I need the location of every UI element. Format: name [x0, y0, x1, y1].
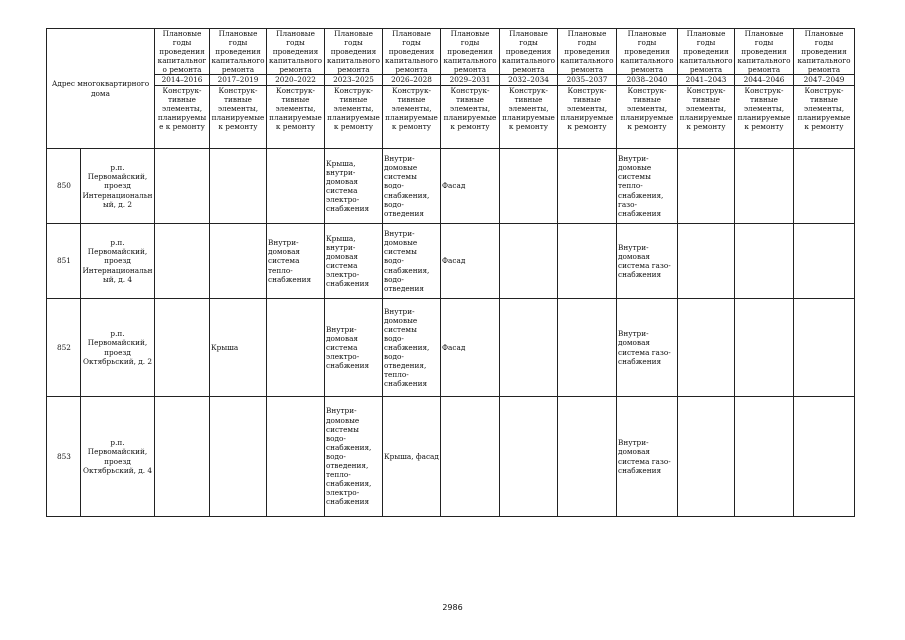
repair-elements-cell: [441, 397, 500, 517]
repair-elements-cell: [267, 397, 325, 517]
building-address: р.п. Первомайский, проезд Интернациональный, д. 2: [81, 149, 155, 224]
period-subheader: Конструк-тивные элементы, планируемые к ремонту: [560, 85, 614, 131]
repair-elements-cell: [155, 149, 210, 224]
repair-elements-cell: [794, 397, 855, 517]
period-years: 2047–2049: [794, 74, 854, 85]
period-header: [267, 29, 325, 149]
period-header: [325, 29, 383, 149]
period-years: 2035–2037: [558, 74, 616, 85]
period-header: [617, 29, 678, 149]
repair-elements-cell: [735, 149, 794, 224]
period-years: 2041–2043: [678, 74, 734, 85]
repair-elements-cell: Крыша, фасад: [383, 397, 441, 517]
period-header-title: Плановые годы проведения капитального ремонта: [157, 29, 207, 75]
period-header-title: Плановые годы проведения капитального ремонта: [443, 29, 497, 75]
period-subheader: Конструк-тивные элементы, планируемые к ремонту: [269, 85, 322, 131]
repair-elements-cell: [558, 397, 617, 517]
repair-elements-cell: Крыша, внутри-домовая система электро-снабжения: [325, 149, 383, 224]
row-number: 853: [47, 397, 81, 517]
period-years: 2023–2025: [325, 74, 382, 85]
period-subheader: Конструк-тивные элементы, планируемые к ремонту: [211, 85, 265, 131]
period-subheader: Конструк-тивные элементы, планируемые к ремонту: [157, 85, 207, 131]
repair-elements-cell: [558, 224, 617, 299]
period-header-title: Плановые годы проведения капитального ремонта: [620, 29, 674, 75]
capital-repair-schedule-table: [46, 28, 855, 517]
period-header: [735, 29, 794, 149]
repair-elements-cell: Внутри-домовые системы водо-снабжения, водо-отведения, тепло-снабжения: [383, 299, 441, 397]
period-years: 2038–2040: [617, 74, 677, 85]
period-years: 2026–2028: [383, 74, 440, 85]
period-header-title: Плановые годы проведения капитального ремонта: [211, 29, 265, 75]
repair-elements-cell: Внутри-домовые системы водо-снабжения, водо-отведения: [383, 224, 441, 299]
address-header-label: Адрес многоквартирного дома: [51, 79, 150, 98]
repair-elements-cell: Внутри-домовые системы водо-снабжения, водо-отведения, тепло-снабжения, электро-снабжения: [325, 397, 383, 517]
period-header: [155, 29, 210, 149]
repair-elements-cell: Внутри-домовая система электро-снабжения: [325, 299, 383, 397]
table-row: [47, 397, 855, 517]
period-subheader: Конструк-тивные элементы, планируемые к ремонту: [679, 85, 733, 131]
repair-elements-cell: Внутри-домовые системы тепло-снабжения, газо-снабжения: [617, 149, 678, 224]
table-row: [47, 224, 855, 299]
repair-elements-cell: Фасад: [441, 299, 500, 397]
repair-elements-cell: Внутри-домовая система газо-снабжения: [617, 224, 678, 299]
period-header: [558, 29, 617, 149]
period-years: 2017–2019: [210, 74, 266, 85]
repair-elements-cell: [678, 149, 735, 224]
row-number: 852: [47, 299, 81, 397]
repair-elements-cell: Фасад: [441, 224, 500, 299]
repair-elements-cell: [794, 149, 855, 224]
building-address: р.п. Первомайский, проезд Интернациональный, д. 4: [81, 224, 155, 299]
period-header-title: Плановые годы проведения капитального ремонта: [384, 29, 439, 75]
repair-elements-cell: [500, 397, 558, 517]
period-header-title: Плановые годы проведения капитального ремонта: [501, 29, 556, 75]
period-subheader: Конструк-тивные элементы, планируемые к ремонту: [737, 85, 791, 131]
repair-elements-cell: [210, 224, 267, 299]
period-years: 2020–2022: [267, 74, 324, 85]
repair-elements-cell: [735, 299, 794, 397]
repair-elements-cell: [267, 149, 325, 224]
period-subheader: Конструк-тивные элементы, планируемые к ремонту: [502, 85, 555, 131]
period-header: [210, 29, 267, 149]
repair-elements-cell: [500, 299, 558, 397]
repair-elements-cell: [678, 299, 735, 397]
period-header: [500, 29, 558, 149]
period-header: [383, 29, 441, 149]
repair-elements-cell: Внутри-домовая система газо-снабжения: [617, 299, 678, 397]
period-header-title: Плановые годы проведения капитального ремонта: [560, 29, 614, 75]
repair-elements-cell: [500, 149, 558, 224]
repair-elements-cell: [155, 224, 210, 299]
period-years: 2029–2031: [441, 74, 499, 85]
repair-elements-cell: [155, 299, 210, 397]
repair-elements-cell: [267, 299, 325, 397]
repair-elements-cell: [558, 299, 617, 397]
repair-elements-cell: Внутри-домовые системы водо-снабжения, водо-отведения: [383, 149, 441, 224]
period-subheader: Конструк-тивные элементы, планируемые к ремонту: [620, 85, 674, 131]
table-row: [47, 299, 855, 397]
period-years: 2032–2034: [500, 74, 557, 85]
address-column-header: [47, 29, 155, 149]
repair-elements-cell: [794, 224, 855, 299]
repair-elements-cell: [558, 149, 617, 224]
building-address: р.п. Первомайский, проезд Октябрьский, д. 2: [81, 299, 155, 397]
building-address: р.п. Первомайский, проезд Октябрьский, д. 4: [81, 397, 155, 517]
period-header-title: Плановые годы проведения капитального ремонта: [737, 29, 791, 75]
repair-elements-cell: [500, 224, 558, 299]
period-header-title: Плановые годы проведения капитального ремонта: [268, 29, 323, 75]
period-subheader: Конструк-тивные элементы, планируемые к ремонту: [385, 85, 438, 131]
repair-elements-cell: Крыша, внутри-домовая система электро-снабжения: [325, 224, 383, 299]
repair-elements-cell: [210, 397, 267, 517]
period-subheader: Конструк-тивные элементы, планируемые к ремонту: [443, 85, 497, 131]
repair-elements-cell: [735, 224, 794, 299]
period-header-title: Плановые годы проведения капитального ремонта: [326, 29, 381, 75]
period-header: [678, 29, 735, 149]
period-years: 2014–2016: [155, 74, 209, 85]
repair-elements-cell: Крыша: [210, 299, 267, 397]
header-row: [47, 29, 855, 149]
period-subheader: Конструк-тивные элементы, планируемые к ремонту: [327, 85, 380, 131]
period-header-title: Плановые годы проведения капитального ремонта: [679, 29, 733, 75]
repair-elements-cell: [678, 224, 735, 299]
period-header: [441, 29, 500, 149]
table-row: [47, 149, 855, 224]
repair-elements-cell: [794, 299, 855, 397]
repair-elements-cell: [155, 397, 210, 517]
period-subheader: Конструк-тивные элементы, планируемые к ремонту: [797, 85, 851, 131]
repair-elements-cell: [735, 397, 794, 517]
repair-elements-cell: [210, 149, 267, 224]
period-years: 2044–2046: [735, 74, 793, 85]
repair-elements-cell: Внутри-домовая система газо-снабжения: [617, 397, 678, 517]
repair-elements-cell: Фасад: [441, 149, 500, 224]
period-header: [794, 29, 855, 149]
repair-elements-cell: [678, 397, 735, 517]
period-header-title: Плановые годы проведения капитального ремонта: [797, 29, 851, 75]
page-number: 2986: [442, 603, 463, 612]
repair-elements-cell: Внутри-домовая система тепло-снабжения: [267, 224, 325, 299]
row-number: 850: [47, 149, 81, 224]
row-number: 851: [47, 224, 81, 299]
